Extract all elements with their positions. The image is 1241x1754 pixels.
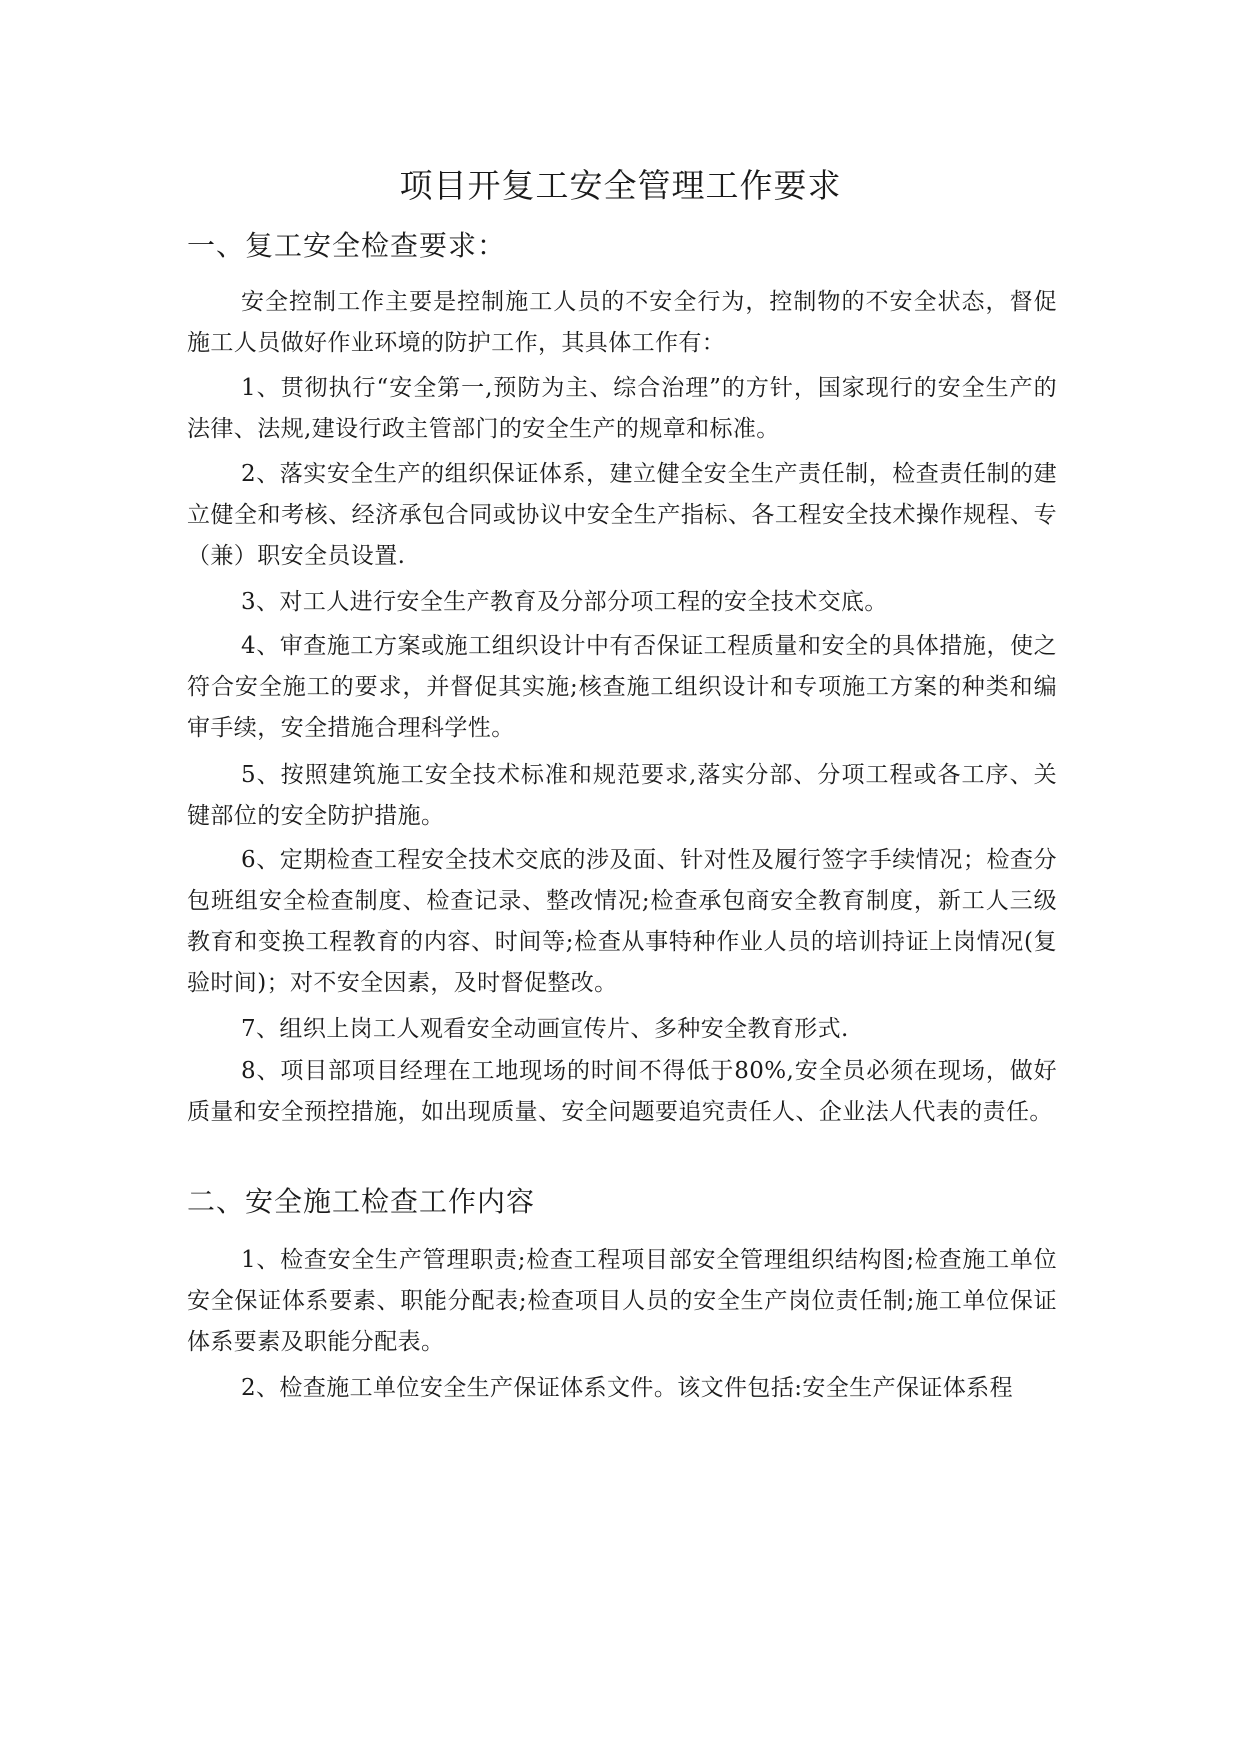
- document-title: 项目开复工安全管理工作要求: [399, 166, 842, 205]
- section1-item-8: 8、项目部项目经理在工地现场的时间不得低于80%,安全员必须在现场，做好质量和安全预控措施，如出现质量、安全问题要追究责任人、企业法人代表的责任。: [187, 1058, 1057, 1125]
- section1-item-7: 7、组织上岗工人观看安全动画宣传片、多种安全教育形式.: [241, 1016, 849, 1042]
- section1-item-4: 4、审查施工方案或施工组织设计中有否保证工程质量和安全的具体措施，使之符合安全施工的要求，并督促其实施;核查施工组织设计和专项施工方案的种类和编审手续，安全措施合理科学性。: [187, 633, 1057, 741]
- section1-item-5: 5、按照建筑施工安全技术标准和规范要求,落实分部、分项工程或各工序、关键部位的安全防护措施。: [187, 762, 1057, 829]
- section2-item-1: 1、检查安全生产管理职责;检查工程项目部安全管理组织结构图;检查施工单位安全保证体系要素、职能分配表;检查项目人员的安全生产岗位责任制;施工单位保证体系要素及职能分配表。: [187, 1247, 1057, 1355]
- section1-intro-paragraph: 安全控制工作主要是控制施工人员的不安全行为，控制物的不安全状态，督促施工人员做好作业环境的防护工作，其具体工作有：: [187, 289, 1057, 356]
- section1-item-2: 2、落实安全生产的组织保证体系，建立健全安全生产责任制，检查责任制的建立健全和考核、经济承包合同或协议中安全生产指标、各工程安全技术操作规程、专（兼）职安全员设置.: [187, 461, 1057, 569]
- section-heading-2: 二、安全施工检查工作内容: [187, 1185, 536, 1218]
- section2-item-2: 2、检查施工单位安全生产保证体系文件。该文件包括:安全生产保证体系程: [241, 1375, 1013, 1401]
- section1-item-3: 3、对工人进行安全生产教育及分部分项工程的安全技术交底。: [241, 589, 888, 615]
- section1-item-1: 1、贯彻执行“安全第一,预防为主、综合治理”的方针，国家现行的安全生产的法律、法规,建设行政主管部门的安全生产的规章和标准。: [187, 375, 1057, 442]
- section-heading-1: 一、复工安全检查要求：: [187, 229, 507, 262]
- section1-item-6: 6、定期检查工程安全技术交底的涉及面、针对性及履行签字手续情况；检查分包班组安全检查制度、检查记录、整改情况;检查承包商安全教育制度，新工人三级教育和变换工程教育的内容、时间等;检查从事特种作业人员的培训持证上岗情况(复验时间)；对不安全因素，及时督促整改。: [187, 847, 1057, 996]
